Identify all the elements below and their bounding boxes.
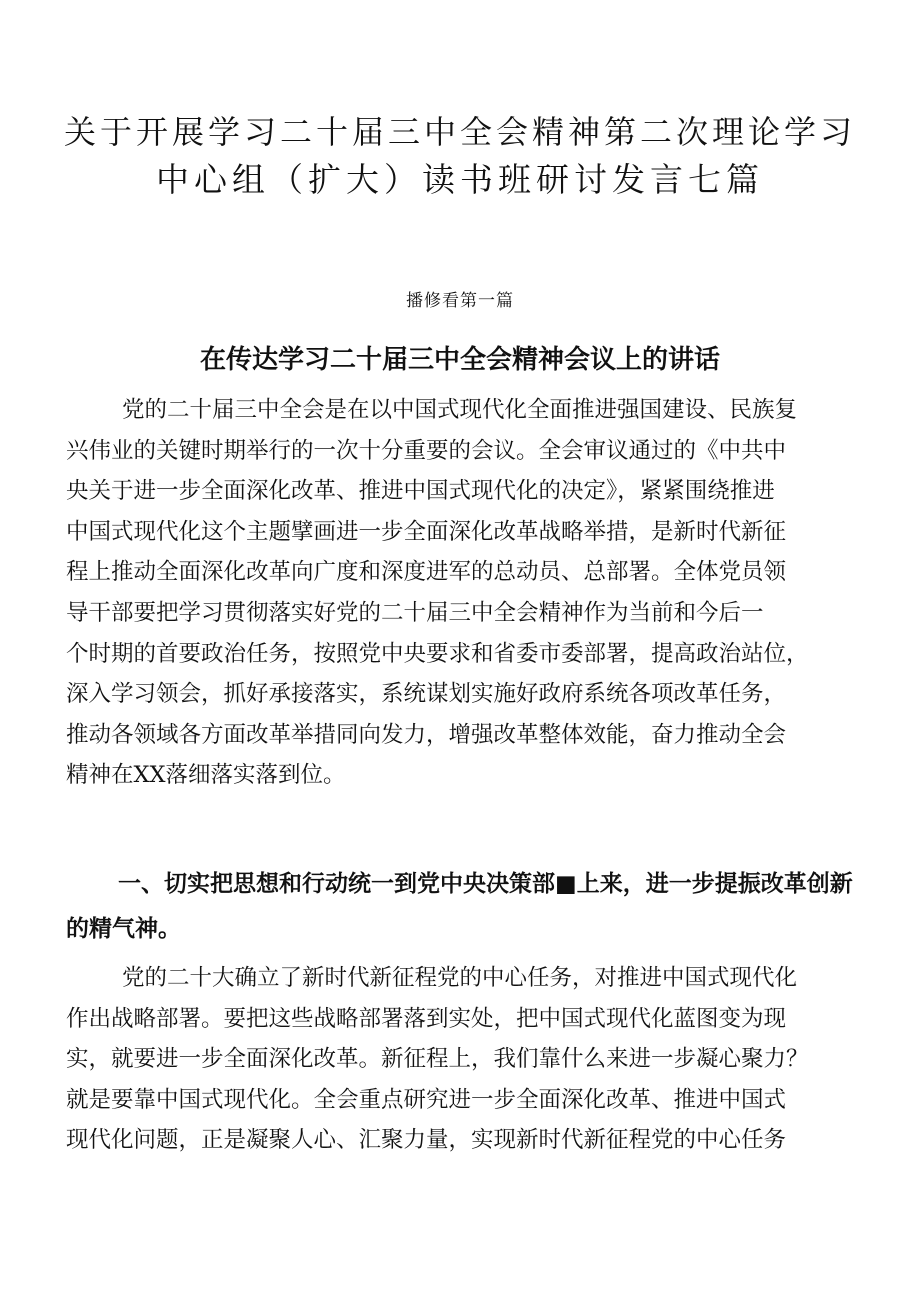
paragraph-1-line: 央关于进一步全面深化改革、推进中国式现代化的决定》，紧紧围绕推进 — [66, 478, 775, 505]
document-title-line-2: 中心组（扩大）读书班研讨发言七篇 — [156, 160, 764, 199]
paragraph-1-line: 程上推动全面深化改革向广度和深度进军的总动员、总部署。全体党员领 — [66, 559, 787, 586]
paragraph-1-line: 推动各领域各方面改革举措同向发力，增强改革整体效能，奋力推动全会 — [66, 721, 787, 748]
paragraph-2 — [66, 958, 856, 1161]
section-heading-line: 一、切实把思想和行动统一到党中央决策部■上来，进一步提振改革创新 — [118, 871, 853, 897]
paragraph-2-line: 实，就要进一步全面深化改革。新征程上，我们靠什么来进一步凝心聚力？ — [66, 1046, 809, 1073]
document-title — [60, 108, 860, 204]
section-heading-line: 的精气神。 — [66, 916, 181, 942]
paragraph-1-line: 党的二十届三中全会是在以中国式现代化全面推进强国建设、民族复 — [122, 397, 798, 423]
paragraph-2-line: 党的二十大确立了新时代新征程党的中心任务，对推进中国式现代化 — [122, 965, 798, 991]
paragraph-2-line: 就是要靠中国式现代化。全会重点研究进一步全面深化改革、推进中国式 — [66, 1086, 787, 1113]
paragraph-1-line: 精神在XX落细落实落到位。 — [66, 762, 346, 789]
paragraph-1-line: 个时期的首要政治任务，按照党中央要求和省委市委部署，提高政治站位， — [66, 640, 809, 667]
paragraph-1-line: 导干部要把学习贯彻落实好党的二十届三中全会精神作为当前和今后一 — [66, 599, 764, 626]
document-title-line-1: 关于开展学习二十届三中全会精神第二次理论学习 — [63, 113, 856, 151]
paragraph-2-line: 现代化问题，正是凝聚人心、汇聚力量，实现新时代新征程党的中心任务 — [66, 1127, 787, 1154]
speech-title: 在传达学习二十届三中全会精神会议上的讲话 — [199, 345, 720, 375]
section-label: 播修看第一篇 — [406, 291, 514, 311]
paragraph-2-line: 作出战略部署。要把这些战略部署落到实处，把中国式现代化蓝图变为现 — [66, 1005, 787, 1032]
paragraph-1 — [66, 390, 856, 796]
section-heading-1 — [66, 862, 856, 952]
paragraph-1-line: 兴伟业的关键时期举行的一次十分重要的会议。全会审议通过的《中共中 — [66, 437, 787, 464]
paragraph-1-line: 中国式现代化这个主题擘画进一步全面深化改革战略举措，是新时代新征 — [66, 518, 787, 545]
paragraph-1-line: 深入学习领会，抓好承接落实，系统谋划实施好政府系统各项改革任务， — [66, 681, 787, 708]
